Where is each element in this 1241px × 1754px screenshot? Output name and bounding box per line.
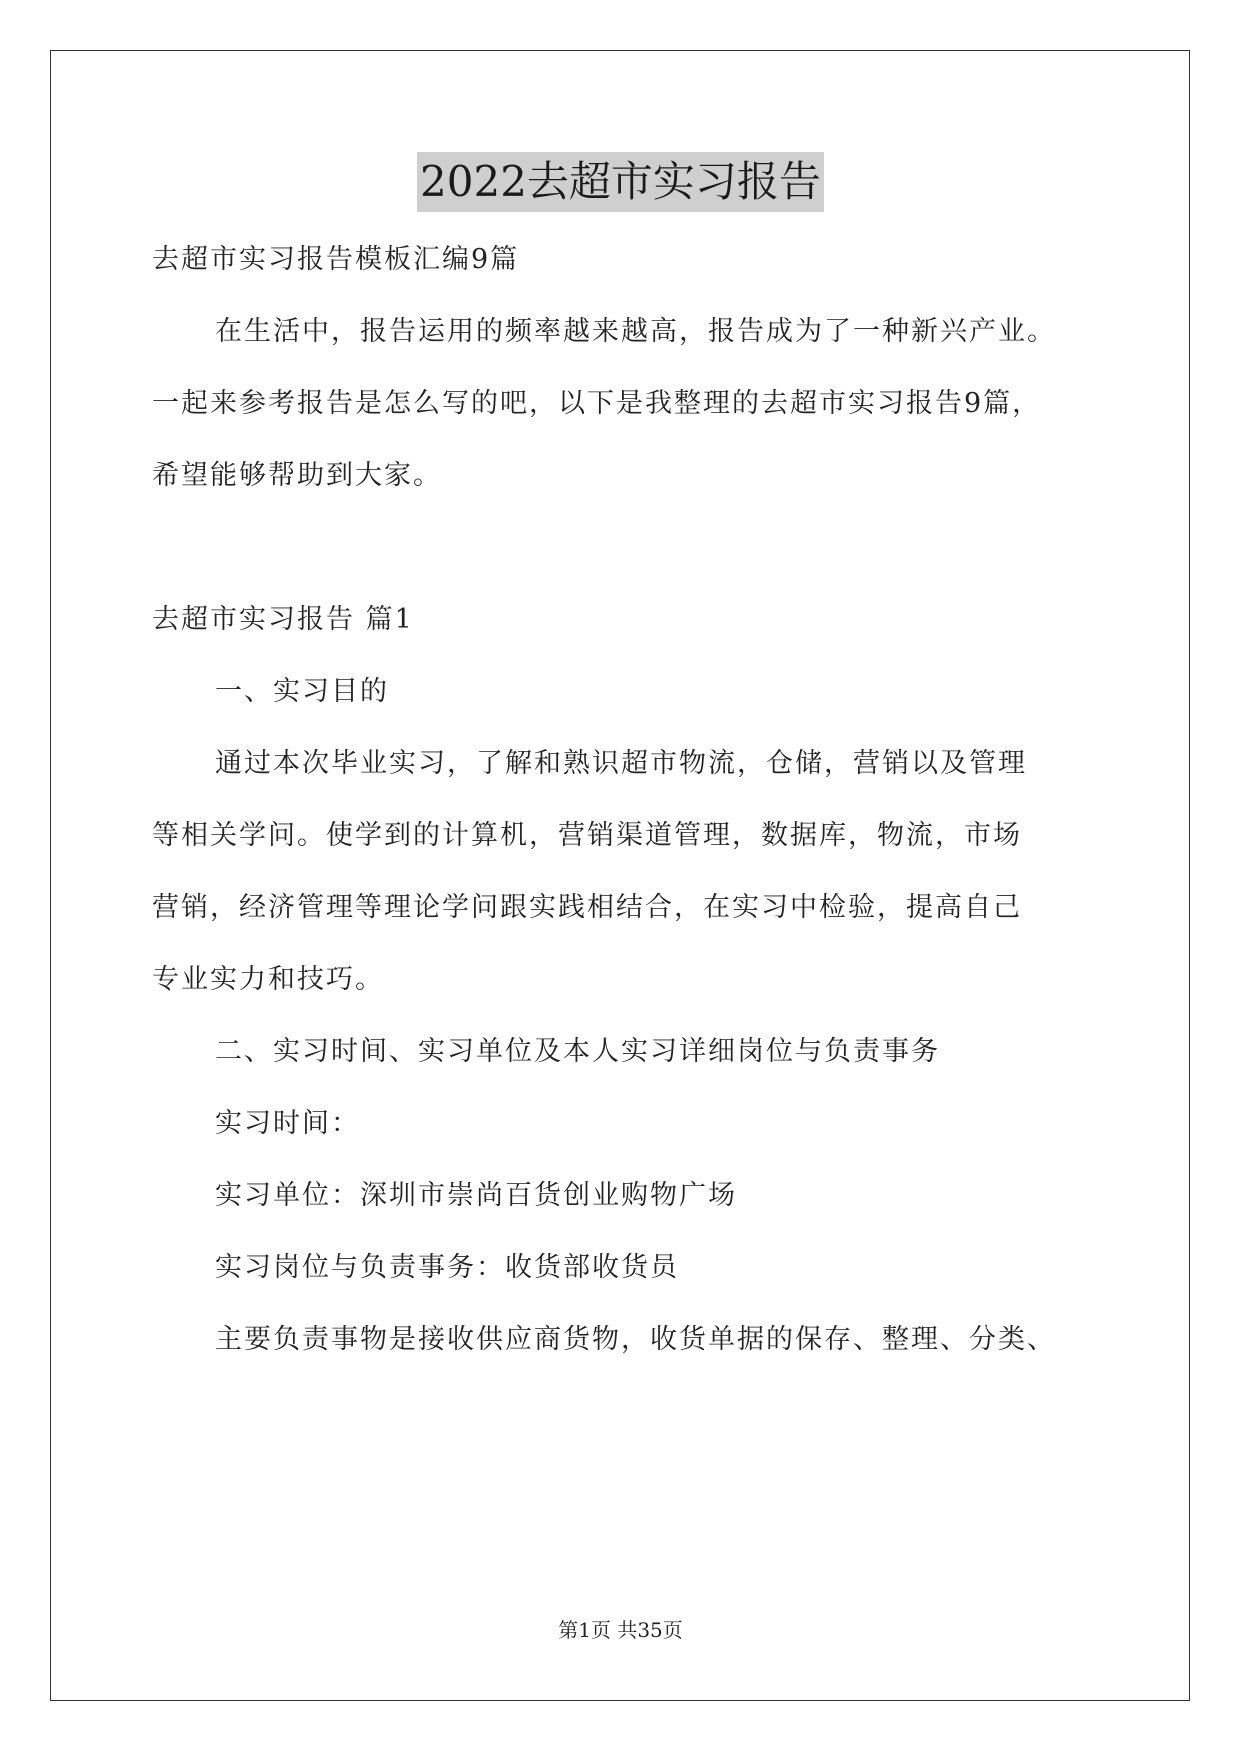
body-line-2: 通过本次毕业实习，了解和熟识超市物流，仓储，营销以及管理: [215, 748, 1027, 779]
intro-line-1: 在生活中，报告运用的频率越来越高，报告成为了一种新兴产业。: [215, 316, 1056, 347]
body-line-10: 主要负责事物是接收供应商货物，收货单据的保存、整理、分类、: [215, 1324, 1056, 1355]
intro-line-3: 希望能够帮助到大家。: [152, 460, 442, 491]
intro-line-2: 一起来参考报告是怎么写的吧，以下是我整理的去超市实习报告9篇，: [152, 388, 1042, 419]
page-footer: 第1页 共35页: [558, 1618, 683, 1642]
body-line-6: 二、实习时间、实习单位及本人实习详细岗位与负责事务: [215, 1036, 940, 1067]
document-title: 2022去超市实习报告: [417, 152, 824, 212]
body-line-3: 等相关学问。使学到的计算机，营销渠道管理，数据库，物流，市场: [152, 820, 1022, 851]
body-line-9: 实习岗位与负责事务：收货部收货员: [215, 1252, 679, 1283]
section-heading: 去超市实习报告 篇1: [152, 604, 414, 635]
title-wrap: [0, 152, 1241, 212]
body-line-4: 营销，经济管理等理论学问跟实践相结合，在实习中检验，提高自己: [152, 892, 1022, 923]
body-line-7: 实习时间：: [215, 1108, 360, 1139]
document-subtitle: 去超市实习报告模板汇编9篇: [152, 244, 520, 275]
body-line-1: 一、实习目的: [215, 676, 389, 707]
body-line-8: 实习单位：深圳市崇尚百货创业购物广场: [215, 1180, 737, 1211]
page-border: [50, 50, 1190, 1701]
body-line-5: 专业实力和技巧。: [152, 964, 384, 995]
